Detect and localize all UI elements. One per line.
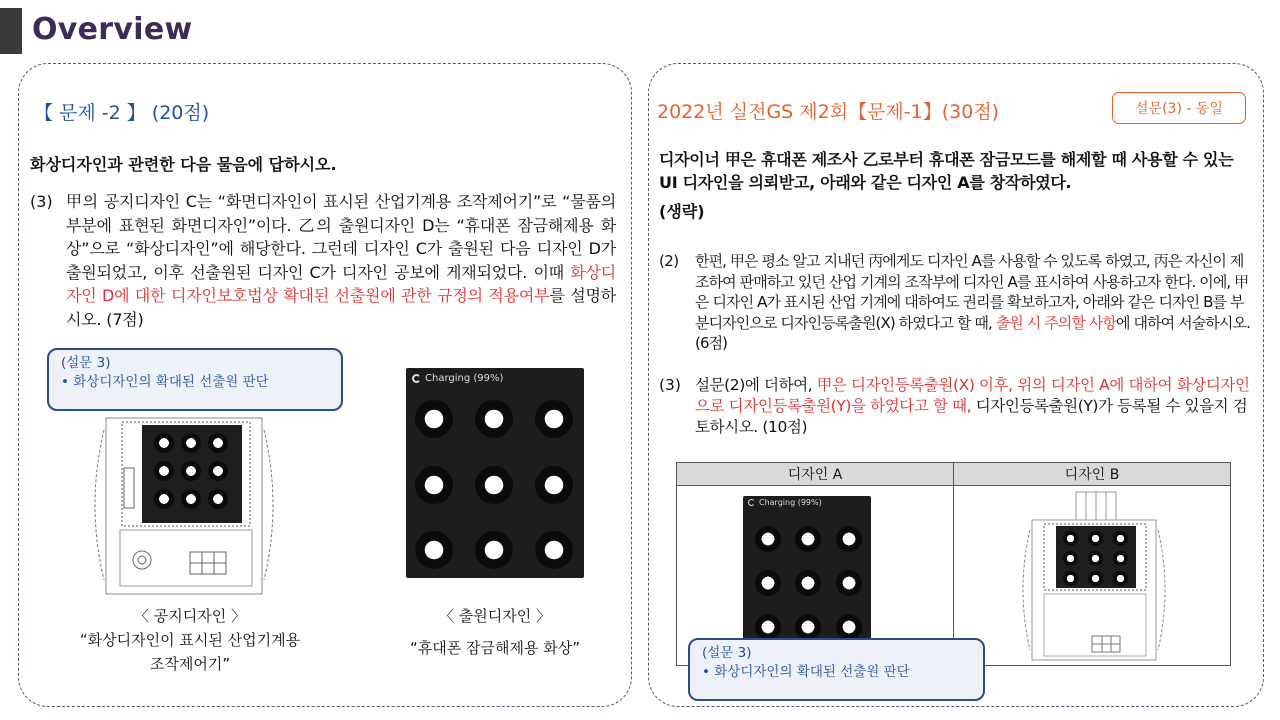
public-design-dot xyxy=(208,433,228,453)
left-callout xyxy=(47,348,343,411)
design-a-dot xyxy=(795,526,821,552)
right-q2-text-plain: 한편, 甲은 평소 알고 지내던 丙에게도 디자인 A를 사용할 수 있도록 하였고, 丙은 자신이 제조하여 판매하고 있던 산업 기계의 조작부에 디자인 A를 표시하여 사용하고자 한다. 이에, 甲은 디자인 A가 표시된 산업 기계에 대하여도 권리를 확보하고자, 아래와 같은 디자인 B를 부분디자인으로 디자인등록출원(X) 하였다고 할 때, xyxy=(695,252,1249,332)
right-q2-text xyxy=(695,251,1257,354)
application-design-dot xyxy=(415,400,453,438)
left-q3-text xyxy=(66,190,616,331)
design-a-dot xyxy=(836,526,862,552)
application-design-caption-line1: “휴대폰 잠금해제용 화상” xyxy=(410,639,580,657)
charging-icon xyxy=(412,374,421,383)
left-instruction: 화상디자인과 관련한 다음 물음에 답하시오. xyxy=(30,155,337,174)
left-q3-text-tail: 를 설명하시오. (7점) xyxy=(66,286,616,329)
design-a-charging xyxy=(748,498,822,507)
public-design-dot xyxy=(154,489,174,509)
application-design-charging xyxy=(412,373,503,384)
application-design-dot xyxy=(535,531,573,569)
right-q3-text xyxy=(695,375,1257,438)
right-badge: 설문(3) - 동일 xyxy=(1112,92,1246,124)
title-accent-bar xyxy=(0,8,22,54)
right-question-heading: 2022년 실전GS 제2회【문제-1】(30점) xyxy=(657,101,1000,123)
public-design-dot xyxy=(154,433,174,453)
application-design-dot xyxy=(415,466,453,504)
public-design-dot xyxy=(181,433,201,453)
design-a-charging-text: Charging (99%) xyxy=(759,498,822,507)
design-b-dot xyxy=(1063,571,1078,586)
right-omitted: (생략) xyxy=(659,202,705,221)
public-design-caption-line1: “화상디자인이 표시된 산업기계용 xyxy=(79,631,301,649)
table-header-design-a: 디자인 A xyxy=(677,463,954,486)
left-q3-number: (3) xyxy=(30,192,53,211)
application-design-caption xyxy=(380,604,610,660)
right-q2-text-highlight: 출원 시 주의할 사항 xyxy=(995,313,1117,332)
table-header-design-b: 디자인 B xyxy=(954,463,1231,486)
application-design-dot xyxy=(475,400,513,438)
public-design-dot xyxy=(208,461,228,481)
charging-icon xyxy=(748,499,755,506)
right-q3-text-tail: 디자인등록출원(Y)가 등록될 수 있을지 검토하시오. (10점) xyxy=(695,397,1248,436)
right-q2-number: (2) xyxy=(659,252,679,270)
left-question-heading: 【 문제 -2 】 (20점) xyxy=(34,102,210,124)
right-q3-text-highlight: 甲은 디자인등록출원(X) 이후, 위의 디자인 A에 대하여 화상디자인으로 디자인등록출원(Y)을 하였다고 할 때, xyxy=(695,376,1250,415)
right-q2-text-tail: 에 대하여 서술하시오. (6점) xyxy=(695,313,1250,352)
public-design-caption xyxy=(40,604,340,676)
design-b-dot xyxy=(1113,531,1128,546)
public-design-dot xyxy=(181,461,201,481)
design-b-dot xyxy=(1063,551,1078,566)
right-q3-text-plain: 설문(2)에 더하여, xyxy=(695,376,817,394)
design-a-dot xyxy=(836,570,862,596)
public-design-dot xyxy=(181,489,201,509)
design-b-dot xyxy=(1113,551,1128,566)
design-b-dot xyxy=(1113,571,1128,586)
application-design-dot xyxy=(415,531,453,569)
design-a-dot xyxy=(755,570,781,596)
design-b-dot xyxy=(1063,531,1078,546)
page-title: Overview xyxy=(32,12,193,47)
application-design-dot xyxy=(535,466,573,504)
right-question-3 xyxy=(659,375,1257,438)
application-design-dot xyxy=(475,531,513,569)
design-a-dot xyxy=(755,614,781,640)
left-callout-title: (설문 3) xyxy=(61,355,111,371)
design-a-dot xyxy=(836,614,862,640)
right-callout-bullet: • 화상디자인의 확대된 선출원 판단 xyxy=(702,664,910,680)
design-b-dot xyxy=(1088,571,1103,586)
design-a-dot xyxy=(795,614,821,640)
application-design-charging-text: Charging (99%) xyxy=(425,373,504,384)
public-design-caption-title: 〈 공지디자인 〉 xyxy=(134,607,246,625)
left-callout-bullet: • 화상디자인의 확대된 선출원 판단 xyxy=(61,374,269,390)
right-callout-title: (설문 3) xyxy=(702,645,752,661)
application-design-dot xyxy=(475,466,513,504)
left-q3-text-plain: 甲의 공지디자인 C는 “화면디자인이 표시된 산업기계용 조작제어기”로 “물품의 부분에 표현된 화면디자인”이다. 乙의 출원디자인 D는 “휴대폰 잠금해제용 화상”으로 “화상디자인”에 해당한다. 그런데 디자인 C가 출원된 다음 디자인 D가 출원되었고, 이후 선출원된 디자인 C가 디자인 공보에 게재되었다. 이때 xyxy=(66,192,616,282)
public-design-dot xyxy=(154,461,174,481)
design-a-dot xyxy=(755,526,781,552)
application-design-dot xyxy=(535,400,573,438)
right-question-2 xyxy=(659,251,1257,354)
left-question-3 xyxy=(30,190,618,331)
design-b-dot xyxy=(1088,531,1103,546)
public-design-dot xyxy=(208,489,228,509)
public-design-caption-line2: 조작제어기” xyxy=(149,655,231,673)
right-intro: 디자이너 甲은 휴대폰 제조사 乙로부터 휴대폰 잠금모드를 해제할 때 사용할 수 있는 UI 디자인을 의뢰받고, 아래와 같은 디자인 A를 창작하였다. xyxy=(659,150,1234,192)
design-b-dot xyxy=(1088,551,1103,566)
right-callout xyxy=(688,638,985,701)
design-a-dot xyxy=(795,570,821,596)
right-q3-number: (3) xyxy=(659,376,681,394)
left-q3-text-highlight: 화상디자인 D에 대한 디자인보호법상 확대된 선출원에 관한 규정의 적용여부 xyxy=(66,262,616,305)
application-design-caption-title: 〈 출원디자인 〉 xyxy=(439,607,551,625)
